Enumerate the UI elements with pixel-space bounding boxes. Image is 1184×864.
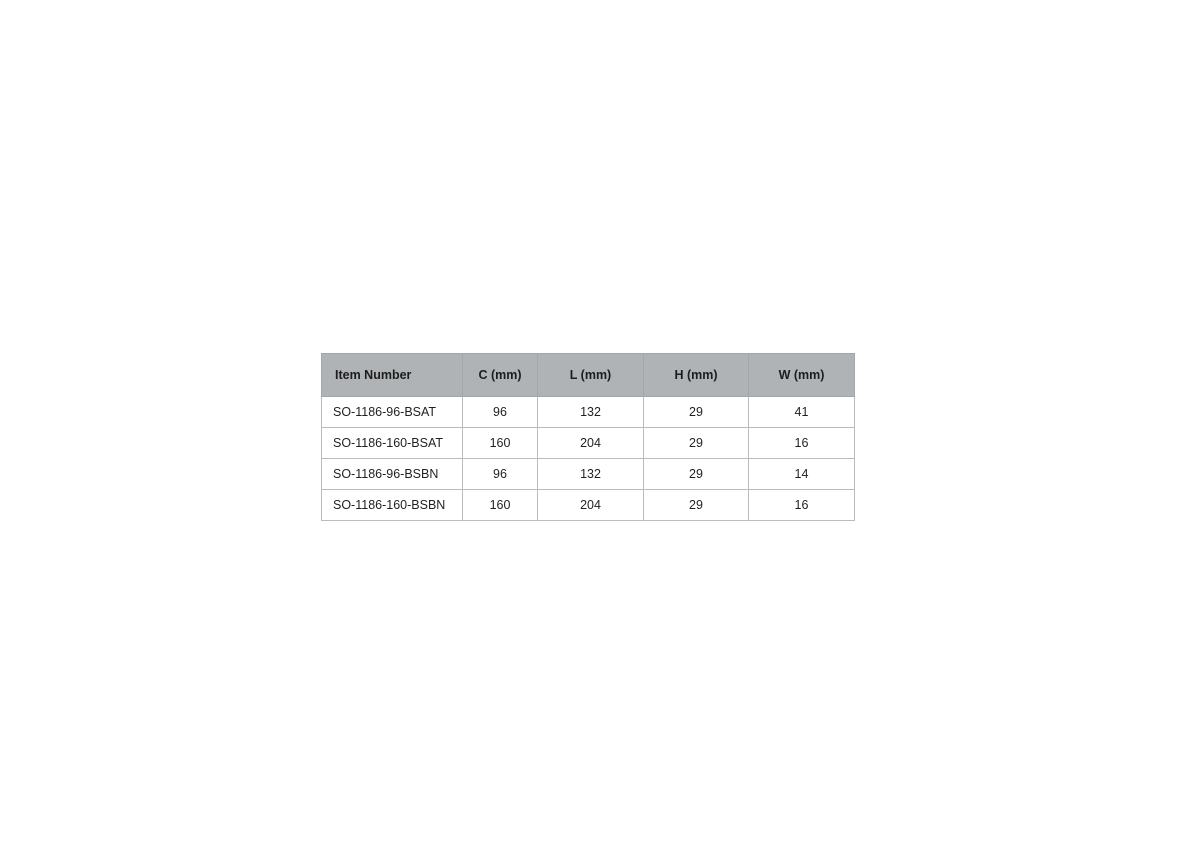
column-header-c: C (mm)	[463, 354, 538, 397]
cell-c: 96	[463, 397, 538, 428]
table-row	[322, 459, 855, 490]
cell-l: 132	[538, 397, 644, 428]
cell-item-number: SO-1186-160-BSBN	[322, 490, 463, 521]
cell-h: 29	[644, 428, 749, 459]
column-header-item-number: Item Number	[322, 354, 463, 397]
cell-item-number: SO-1186-96-BSBN	[322, 459, 463, 490]
cell-h: 29	[644, 397, 749, 428]
cell-w: 16	[749, 428, 855, 459]
cell-c: 160	[463, 490, 538, 521]
specification-table	[321, 353, 855, 521]
cell-c: 160	[463, 428, 538, 459]
column-header-w: W (mm)	[749, 354, 855, 397]
cell-w: 41	[749, 397, 855, 428]
specification-table-container	[321, 353, 854, 521]
cell-c: 96	[463, 459, 538, 490]
column-header-l: L (mm)	[538, 354, 644, 397]
cell-l: 204	[538, 490, 644, 521]
cell-l: 204	[538, 428, 644, 459]
cell-h: 29	[644, 459, 749, 490]
table-row	[322, 397, 855, 428]
table-header	[322, 354, 855, 397]
cell-w: 16	[749, 490, 855, 521]
cell-w: 14	[749, 459, 855, 490]
column-header-h: H (mm)	[644, 354, 749, 397]
table-header-row	[322, 354, 855, 397]
cell-item-number: SO-1186-96-BSAT	[322, 397, 463, 428]
table-body	[322, 397, 855, 521]
cell-h: 29	[644, 490, 749, 521]
cell-item-number: SO-1186-160-BSAT	[322, 428, 463, 459]
table-row	[322, 490, 855, 521]
table-row	[322, 428, 855, 459]
cell-l: 132	[538, 459, 644, 490]
